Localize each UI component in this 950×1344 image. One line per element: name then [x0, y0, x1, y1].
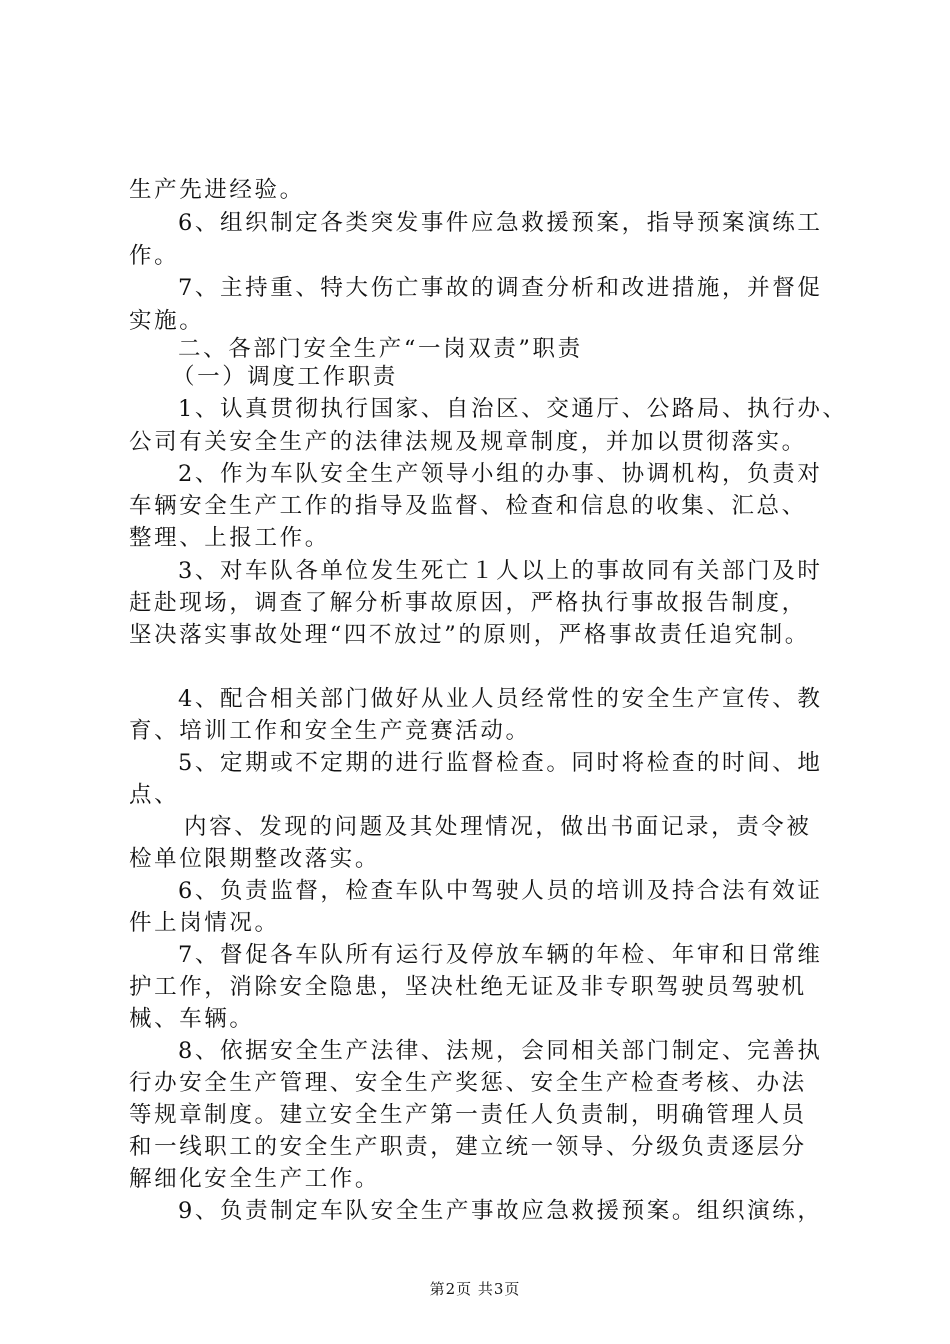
paragraph-line: 护工作，消除安全隐患，坚决杜绝无证及非专职驾驶员驾驶机 [129, 974, 807, 1000]
paragraph-line: 赶赴现场，调查了解分析事故原因，严格执行事故报告制度， [129, 590, 807, 616]
paragraph-line: 等规章制度。建立安全生产第一责任人负责制，明确管理人员 [129, 1102, 807, 1128]
paragraph-line: 检单位限期整改落实。 [129, 846, 381, 872]
paragraph-line: 公司有关安全生产的法律法规及规章制度，并加以贯彻落实。 [129, 429, 807, 455]
paragraph-line: 作。 [129, 243, 180, 269]
paragraph-line: 件上岗情况。 [129, 910, 280, 936]
paragraph-line: 7、督促各车队所有运行及停放车辆的年检、年审和日常维 [178, 942, 823, 968]
paragraph-line: 械、车辆。 [129, 1006, 255, 1032]
paragraph-line: 生产先进经验。 [129, 177, 305, 203]
page-number-footer: 第2页 共3页 [429, 1280, 521, 1298]
paragraph-line: 1、认真贯彻执行国家、自治区、交通厅、公路局、执行办、 [178, 396, 848, 422]
paragraph-line: 5、定期或不定期的进行监督检查。同时将检查的时间、地 [178, 750, 823, 776]
paragraph-line: 7、主持重、特大伤亡事故的调查分析和改进措施，并督促 [178, 275, 823, 301]
paragraph-line: 2、作为车队安全生产领导小组的办事、协调机构，负责对 [178, 461, 823, 487]
paragraph-line: 点、 [129, 782, 180, 808]
paragraph-line: 车辆安全生产工作的指导及监督、检查和信息的收集、汇总、 [129, 493, 807, 519]
section-heading: 二、各部门安全生产“一岗双责”职责 [178, 336, 583, 362]
paragraph-line: 实施。 [129, 308, 205, 334]
paragraph-line: 8、依据安全生产法律、法规，会同相关部门制定、完善执 [178, 1038, 823, 1064]
paragraph-line: 解细化安全生产工作。 [129, 1166, 381, 1192]
paragraph-line: 4、配合相关部门做好从业人员经常性的安全生产宣传、教 [178, 686, 823, 712]
paragraph-line: 整理、上报工作。 [129, 525, 330, 551]
paragraph-line: 和一线职工的安全生产职责，建立统一领导、分级负责逐层分 [129, 1134, 807, 1160]
paragraph-line: 育、培训工作和安全生产竞赛活动。 [129, 718, 531, 744]
paragraph-line: 行办安全生产管理、安全生产奖惩、安全生产检查考核、办法 [129, 1070, 807, 1096]
subsection-heading: （一）调度工作职责 [172, 364, 398, 390]
paragraph-line: 6、组织制定各类突发事件应急救援预案，指导预案演练工 [178, 210, 823, 236]
paragraph-line: 内容、发现的问题及其处理情况，做出书面记录，责令被 [184, 814, 812, 840]
paragraph-line: 坚决落实事故处理“四不放过”的原则，严格事故责任追究制。 [129, 622, 810, 648]
paragraph-line: 3、对车队各单位发生死亡１人以上的事故同有关部门及时 [178, 558, 823, 584]
paragraph-line: 9、负责制定车队安全生产事故应急救援预案。组织演练， [178, 1198, 823, 1224]
paragraph-line: 6、负责监督，检查车队中驾驶人员的培训及持合法有效证 [178, 878, 823, 904]
